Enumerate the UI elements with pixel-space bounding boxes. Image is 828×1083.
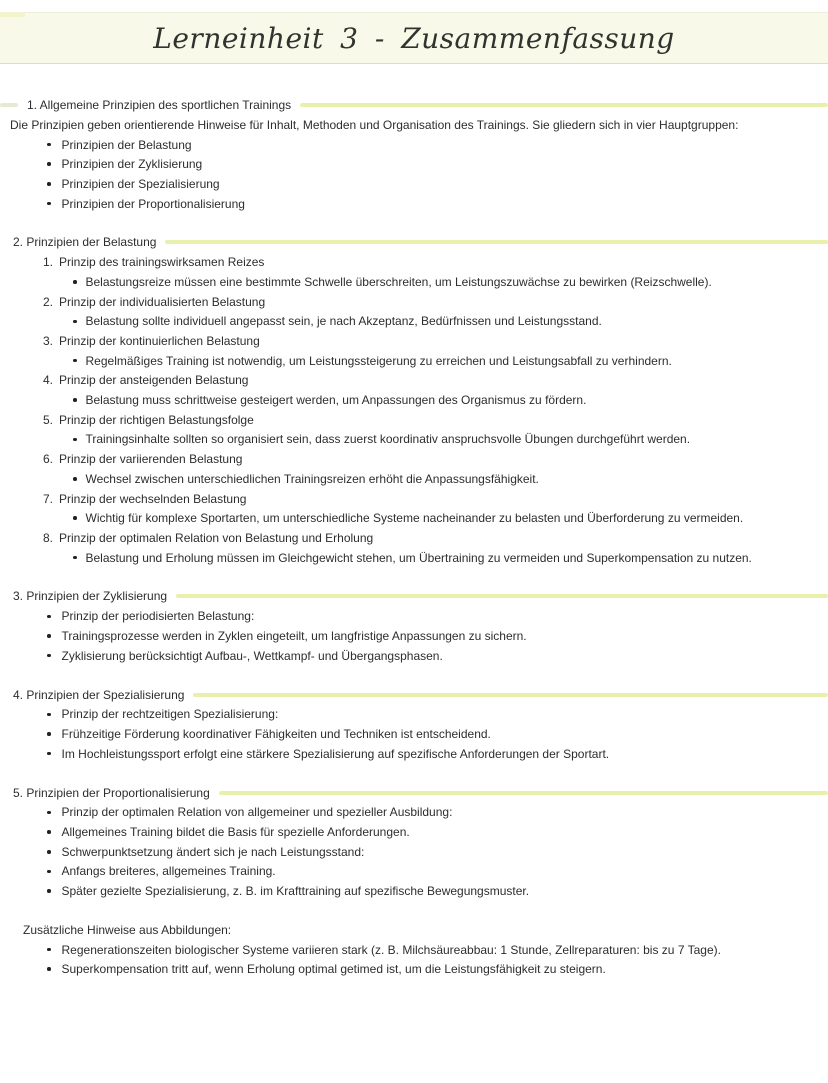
numbered-item — [10, 252, 818, 272]
numbered-item-text: Prinzip der individualisierten Belastung — [59, 294, 266, 309]
notes-heading — [10, 920, 818, 940]
heading-rule — [300, 103, 828, 107]
bullet-icon — [73, 398, 77, 402]
item-number: 5. — [43, 412, 54, 427]
list-item — [10, 959, 818, 979]
document-body — [0, 95, 828, 979]
list-item-text: Anfangs breiteres, allgemeines Training. — [61, 864, 276, 879]
list-item-text: Frühzeitige Förderung koordinativer Fähigkeiten und Techniken ist entscheidend. — [61, 727, 491, 742]
list-item — [10, 194, 818, 214]
section-heading-text: 3. Prinzipien der Zyklisierung — [13, 589, 168, 604]
numbered-item-text: Prinzip der wechselnden Belastung — [59, 491, 247, 506]
list-item — [10, 508, 818, 528]
list-item — [10, 940, 818, 960]
section-heading — [10, 685, 818, 705]
section-heading-text: 4. Prinzipien der Spezialisierung — [13, 687, 185, 702]
list-item — [10, 174, 818, 194]
bullet-icon — [47, 654, 51, 658]
bullet-icon — [47, 162, 51, 166]
list-item — [10, 744, 818, 764]
numbered-item-text: Prinzip der optimalen Relation von Belastung und Erholung — [59, 530, 374, 545]
list-item-text: Prinzipien der Proportionalisierung — [61, 196, 245, 211]
list-item-text: Prinzip der rechtzeitigen Spezialisierung: — [61, 707, 279, 722]
list-item-text: Trainingsprozesse werden in Zyklen eingeteilt, um langfristige Anpassungen zu sichern. — [61, 628, 527, 643]
list-item-text: Belastungsreize müssen eine bestimmte Schwelle überschreiten, um Leistungszuwächse zu bewirken (Reizschwelle). — [85, 274, 712, 289]
numbered-item-text: Prinzip der variierenden Belastung — [59, 452, 243, 467]
numbered-item — [10, 410, 818, 430]
list-item — [10, 135, 818, 155]
bullet-icon — [47, 870, 51, 874]
section-3 — [10, 586, 818, 665]
bullet-icon — [47, 811, 51, 815]
item-number: 4. — [43, 373, 54, 388]
list-item-text: Im Hochleistungssport erfolgt eine stärkere Spezialisierung auf spezifische Anforderungen der Sportart. — [61, 746, 610, 761]
heading-rule — [219, 791, 828, 795]
heading-rule — [193, 693, 828, 697]
list-item-text: Prinzipien der Belastung — [61, 137, 192, 152]
list-item-text: Regelmäßiges Training ist notwendig, um Leistungssteigerung zu erreichen und Leistungsabfall zu verhindern. — [85, 353, 672, 368]
section-heading — [10, 232, 818, 252]
bullet-icon — [47, 889, 51, 893]
list-item — [10, 351, 818, 371]
list-item — [10, 606, 818, 626]
notes-heading-text: Zusätzliche Hinweise aus Abbildungen: — [23, 922, 232, 937]
heading-rule-left — [0, 103, 18, 107]
notes-section — [10, 920, 818, 979]
bullet-icon — [47, 634, 51, 638]
bullet-icon — [73, 477, 77, 481]
list-item-text: Wechsel zwischen unterschiedlichen Trainingsreizen erhöht die Anpassungsfähigkeit. — [85, 471, 539, 486]
list-item — [10, 803, 818, 823]
list-item-text: Prinzip der optimalen Relation von allgemeiner und spezieller Ausbildung: — [61, 805, 453, 820]
section-heading-text: 5. Prinzipien der Proportionalisierung — [13, 785, 210, 800]
bullet-icon — [47, 967, 51, 971]
section-1 — [10, 95, 818, 213]
heading-rule — [176, 594, 828, 598]
list-item — [10, 154, 818, 174]
list-item-text: Zyklisierung berücksichtigt Aufbau-, Wettkampf- und Übergangsphasen. — [61, 648, 443, 663]
section-heading — [10, 783, 818, 803]
list-item — [10, 724, 818, 744]
bullet-icon — [47, 615, 51, 619]
list-item — [10, 548, 818, 568]
numbered-item — [10, 489, 818, 509]
list-item — [10, 842, 818, 862]
list-item — [10, 881, 818, 901]
list-item — [10, 862, 818, 882]
list-item — [10, 469, 818, 489]
corner-accent — [0, 12, 25, 17]
list-item-text: Allgemeines Training bildet die Basis für spezielle Anforderungen. — [61, 825, 410, 840]
list-item — [10, 312, 818, 332]
intro-text: Die Prinzipien geben orientierende Hinweise für Inhalt, Methoden und Organisation des Trainings. Sie gliedern sich in vier Hauptgruppen: — [10, 117, 739, 132]
list-item-text: Prinzipien der Spezialisierung — [61, 176, 220, 191]
bullet-icon — [73, 516, 77, 520]
numbered-item — [10, 331, 818, 351]
numbered-item — [10, 371, 818, 391]
item-number: 3. — [43, 334, 54, 349]
list-item — [10, 822, 818, 842]
bullet-icon — [47, 830, 51, 834]
list-item-text: Später gezielte Spezialisierung, z. B. im Krafttraining auf spezifische Bewegungsmuster. — [61, 884, 530, 899]
intro-paragraph — [10, 115, 818, 135]
bullet-icon — [47, 850, 51, 854]
section-heading-text: 2. Prinzipien der Belastung — [13, 235, 157, 250]
bullet-icon — [73, 320, 77, 324]
list-item — [10, 390, 818, 410]
numbered-item-text: Prinzip des trainingswirksamen Reizes — [59, 255, 265, 270]
item-number: 1. — [43, 255, 54, 270]
list-item — [10, 646, 818, 666]
numbered-item — [10, 292, 818, 312]
bullet-icon — [73, 359, 77, 363]
list-item — [10, 272, 818, 292]
page — [0, 12, 828, 1083]
bullet-icon — [73, 556, 77, 560]
list-item-text: Prinzip der periodisierten Belastung: — [61, 609, 255, 624]
list-item — [10, 626, 818, 646]
numbered-item-text: Prinzip der ansteigenden Belastung — [59, 373, 249, 388]
list-item-text: Schwerpunktsetzung ändert sich je nach Leistungsstand: — [61, 844, 365, 859]
section-heading-text: 1. Allgemeine Prinzipien des sportlichen Trainings — [27, 98, 292, 112]
list-item-text: Belastung muss schrittweise gesteigert werden, um Anpassungen des Organismus zu fördern. — [85, 393, 587, 408]
section-heading — [10, 586, 818, 606]
title-band — [0, 12, 828, 64]
list-item — [10, 705, 818, 725]
bullet-icon — [47, 182, 51, 186]
numbered-item — [10, 449, 818, 469]
list-item-text: Superkompensation tritt auf, wenn Erholung optimal getimed ist, um die Leistungsfähigkeit zu steigern. — [61, 962, 606, 977]
numbered-item-text: Prinzip der richtigen Belastungsfolge — [59, 412, 254, 427]
bullet-icon — [73, 438, 77, 442]
bullet-icon — [47, 732, 51, 736]
bullet-icon — [47, 713, 51, 717]
list-item-text: Regenerationszeiten biologischer Systeme variieren stark (z. B. Milchsäureabbau: 1 Stunde, Zellreparaturen: bis zu 7 Tage). — [61, 942, 721, 957]
section-5 — [10, 783, 818, 901]
bullet-icon — [73, 280, 77, 284]
section-4 — [10, 685, 818, 764]
list-item-text: Prinzipien der Zyklisierung — [61, 157, 203, 172]
item-number: 8. — [43, 530, 54, 545]
bullet-icon — [47, 948, 51, 952]
numbered-item-text: Prinzip der kontinuierlichen Belastung — [59, 334, 260, 349]
section-2 — [10, 232, 818, 567]
heading-rule — [165, 240, 828, 244]
item-number: 7. — [43, 491, 54, 506]
list-item — [10, 430, 818, 450]
page-title: Lerneinheit 3 - Zusammenfassung — [153, 21, 675, 55]
numbered-item — [10, 528, 818, 548]
bullet-icon — [47, 752, 51, 756]
list-item-text: Wichtig für komplexe Sportarten, um unterschiedliche Systeme nacheinander zu belasten und Überforderung zu vermeiden. — [85, 511, 744, 526]
bullet-icon — [47, 143, 51, 147]
item-number: 6. — [43, 452, 54, 467]
item-number: 2. — [43, 294, 54, 309]
list-item-text: Trainingsinhalte sollten so organisiert sein, dass zuerst koordinativ anspruchsvolle Übungen durchgeführt werden. — [85, 432, 691, 447]
list-item-text: Belastung sollte individuell angepasst sein, je nach Akzeptanz, Bedürfnissen und Leistungsstand. — [85, 314, 602, 329]
list-item-text: Belastung und Erholung müssen im Gleichgewicht stehen, um Übertraining zu vermeiden und Superkompensation zu nutzen. — [85, 550, 752, 565]
bullet-icon — [47, 202, 51, 206]
section-heading — [10, 95, 818, 115]
